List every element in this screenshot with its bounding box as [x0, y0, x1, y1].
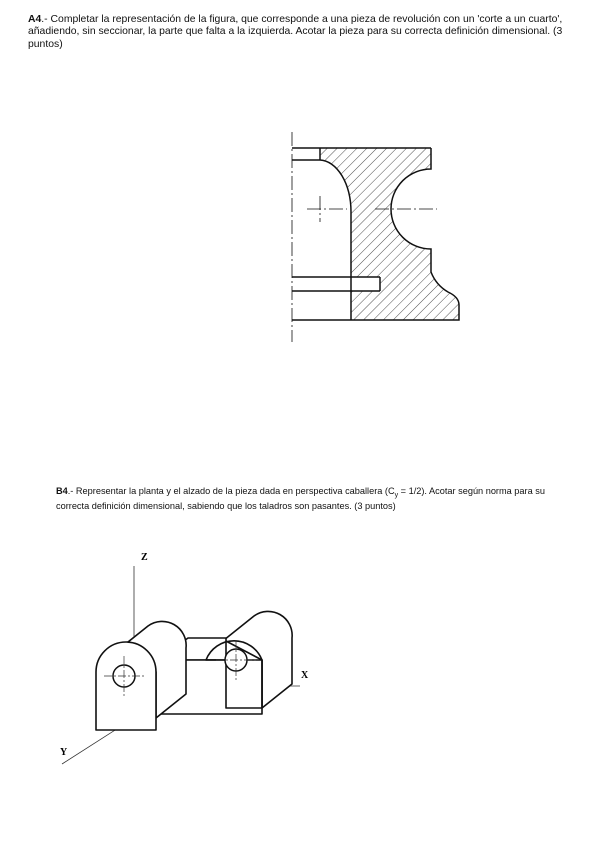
figure-b4-cavalier-perspective [60, 552, 309, 764]
problem-b4-text-1: .- Representar la planta y el alzado de la pieza dada en perspectiva caballera (C [67, 486, 395, 496]
axis-z-label: Z [141, 552, 148, 563]
problem-a4-text: .- Completar la representación de la figura, que corresponde a una pieza de revolución con un 'corte a un cuarto', añadiendo, sin seccionar, la parte que falta a la izquierda. Acotar la pieza para su correcta definición dimensional. (3 puntos) [28, 14, 563, 50]
axis-x-label: X [301, 670, 309, 681]
groove [292, 277, 380, 291]
problem-b4-id: B4 [56, 486, 68, 496]
problem-b4-subscript: y [394, 491, 399, 499]
problem-b4-text-2: = 1/2). Acotar según norma para su correcta definición dimensional, sabiendo que los taladros son pasantes. (3 puntos) [56, 486, 545, 512]
problem-a4-id: A4 [28, 14, 42, 25]
problem-b4-statement [56, 486, 556, 513]
axis-y-label: Y [60, 747, 68, 758]
